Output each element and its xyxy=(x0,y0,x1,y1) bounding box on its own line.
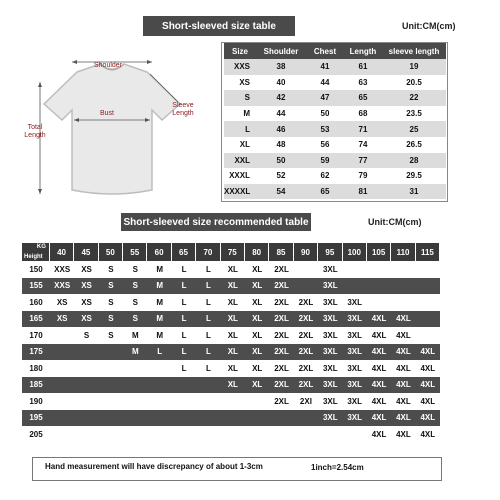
size-table-title-text: Short-sleeved size table xyxy=(162,20,276,32)
size-recommendation-cell xyxy=(294,426,318,443)
size-recommendation-cell xyxy=(148,360,172,377)
size-recommendation-cell: 4XL xyxy=(371,429,387,439)
size-recommendation-cell: L xyxy=(181,314,187,324)
size-recommendation-cell: 3XL xyxy=(322,281,338,291)
size-recommendation-cell: XL xyxy=(227,330,238,340)
height-cell: 205 xyxy=(29,429,43,439)
size-recommendation-cell: M xyxy=(156,330,164,340)
size-recommendation-cell: L xyxy=(205,314,211,324)
weight-header-cell: 105 xyxy=(367,243,391,261)
size-table xyxy=(224,43,446,199)
weight-header-cell: 100 xyxy=(343,243,367,261)
size-recommendation-cell xyxy=(74,360,98,377)
size-recommendation-cell: L xyxy=(181,330,187,340)
size-table-header-cell: Chest xyxy=(306,43,344,59)
size-recommendation-cell: 3XL xyxy=(322,314,338,324)
size-recommendation-cell: 2XL xyxy=(298,330,314,340)
weight-header-cell: 110 xyxy=(391,243,415,261)
size-recommendation-cell: XL xyxy=(252,264,263,274)
height-cell: 195 xyxy=(29,413,43,423)
size-recommendation-cell: 4XL xyxy=(396,330,411,340)
size-cell: XS xyxy=(224,75,256,91)
size-recommendation-cell: 2XL xyxy=(274,314,289,324)
weight-header-cell: 70 xyxy=(196,243,220,261)
inch-conversion: 1inch=2.54cm xyxy=(311,463,364,472)
size-recommendation-cell xyxy=(367,278,391,295)
size-recommendation-cell: M xyxy=(156,281,164,291)
size-recommendation-cell xyxy=(196,393,220,410)
size-recommendation-cell xyxy=(50,410,74,427)
size-recommendation-cell: 4XL xyxy=(371,314,387,324)
size-recommendation-cell: 4XL xyxy=(371,413,387,423)
size-recommendation-cell: 4XL xyxy=(371,380,387,390)
size-recommendation-cell: 4XL xyxy=(371,330,387,340)
size-recommendation-cell xyxy=(172,410,196,427)
size-recommendation-cell xyxy=(269,426,293,443)
size-recommendation-cell: L xyxy=(181,347,187,357)
size-recommendation-cell: 3XL xyxy=(322,380,338,390)
measure-cell: 19 xyxy=(382,59,446,75)
size-recommendation-cell xyxy=(148,426,172,443)
size-recommendation-cell xyxy=(391,261,415,278)
size-recommendation-cell: 2XL xyxy=(274,281,289,291)
height-cell: 190 xyxy=(29,396,43,406)
size-recommendation-cell xyxy=(245,426,269,443)
size-recommendation-cell: S xyxy=(83,330,90,340)
size-table-header-cell: sleeve length xyxy=(382,43,446,59)
size-recommendation-cell: M xyxy=(156,314,164,324)
size-recommendation-cell: 3XL xyxy=(347,347,363,357)
size-recommendation-cell: 4XL xyxy=(420,413,436,423)
size-recommendation-cell: S xyxy=(132,264,138,274)
recommended-table-header xyxy=(22,243,440,261)
size-recommendation-cell: S xyxy=(132,281,138,291)
measure-cell: 62 xyxy=(306,168,344,184)
measure-cell: 44 xyxy=(306,75,344,91)
recommended-table-title-text: Short-sleeved size recommended table xyxy=(123,216,309,228)
measure-cell: 42 xyxy=(256,90,306,106)
size-recommendation-cell: XL xyxy=(252,297,263,307)
weight-header-cell: 55 xyxy=(123,243,147,261)
measure-cell: 50 xyxy=(306,106,344,122)
total-length-label: Total Length xyxy=(24,124,46,139)
table-row xyxy=(22,311,440,328)
size-recommendation-cell: S xyxy=(132,314,138,324)
table-row xyxy=(224,75,446,91)
size-cell: XXXL xyxy=(224,168,256,184)
size-table-body xyxy=(224,43,446,199)
table-row xyxy=(22,261,440,278)
measure-cell: 65 xyxy=(306,184,344,200)
size-recommendation-cell xyxy=(416,294,440,311)
size-recommendation-cell: XL xyxy=(252,281,263,291)
size-recommendation-cell xyxy=(245,393,269,410)
table-row xyxy=(22,360,440,377)
size-recommendation-cell xyxy=(99,377,123,394)
size-recommendation-cell xyxy=(391,278,415,295)
measure-cell: 22 xyxy=(382,90,446,106)
size-recommendation-cell xyxy=(50,360,74,377)
size-recommendation-cell: XL xyxy=(227,297,238,307)
size-recommendation-cell: 3XL xyxy=(322,264,338,274)
size-recommendation-cell: L xyxy=(205,297,211,307)
size-recommendation-cell: XS xyxy=(81,314,92,324)
size-cell: M xyxy=(224,106,256,122)
size-recommendation-cell xyxy=(318,426,342,443)
size-recommendation-cell: 4XL xyxy=(371,396,387,406)
measure-cell: 79 xyxy=(344,168,382,184)
size-recommendation-cell: XL xyxy=(227,380,238,390)
height-cell: 175 xyxy=(29,347,43,357)
measure-cell: 63 xyxy=(344,75,382,91)
size-cell: L xyxy=(224,121,256,137)
size-table-unit: Unit:CM(cm) xyxy=(402,21,456,31)
size-recommendation-cell xyxy=(172,426,196,443)
size-recommendation-cell: XS xyxy=(81,281,92,291)
size-recommendation-cell: M xyxy=(156,297,164,307)
size-recommendation-cell: XS xyxy=(81,297,92,307)
measure-cell: 71 xyxy=(344,121,382,137)
weight-header-cell: 40 xyxy=(50,243,74,261)
size-recommendation-cell: 3XL xyxy=(347,297,363,307)
size-recommendation-cell xyxy=(343,261,367,278)
weight-header-cell: 50 xyxy=(99,243,123,261)
measure-cell: 46 xyxy=(256,121,306,137)
weight-header-cell: 80 xyxy=(245,243,269,261)
size-recommendation-cell: XS xyxy=(81,264,92,274)
size-recommendation-cell: L xyxy=(205,347,211,357)
size-recommendation-cell: 2XL xyxy=(274,396,289,406)
discrepancy-note: Hand measurement will have discrepancy of about 1-3cm xyxy=(45,462,263,471)
size-recommendation-cell: XL xyxy=(227,347,238,357)
size-recommendation-cell: XL xyxy=(227,281,238,291)
measure-cell: 74 xyxy=(344,137,382,153)
size-recommendation-cell xyxy=(221,393,245,410)
size-recommendation-cell: 3XL xyxy=(322,347,338,357)
size-recommendation-cell: 2XL xyxy=(298,380,314,390)
size-recommendation-cell xyxy=(123,426,147,443)
size-cell: XXS xyxy=(224,59,256,75)
size-recommendation-cell xyxy=(343,426,367,443)
size-recommendation-cell xyxy=(196,377,220,394)
size-recommendation-cell: 3XL xyxy=(347,363,363,373)
size-recommendation-cell: 4XL xyxy=(396,396,411,406)
size-recommendation-cell xyxy=(74,344,98,361)
size-recommendation-cell: 4XL xyxy=(396,363,411,373)
size-recommendation-cell: 2XL xyxy=(298,297,314,307)
tshirt-icon xyxy=(22,52,207,200)
size-recommendation-cell xyxy=(148,377,172,394)
height-cell: 160 xyxy=(29,297,43,307)
measure-cell: 53 xyxy=(306,121,344,137)
size-recommendation-cell: 4XL xyxy=(371,363,387,373)
weight-header-cell: 75 xyxy=(221,243,245,261)
measure-cell: 26.5 xyxy=(382,137,446,153)
size-recommendation-cell: 4XL xyxy=(396,347,411,357)
table-row xyxy=(22,426,440,443)
size-recommendation-cell xyxy=(294,278,318,295)
size-recommendation-cell: 2XL xyxy=(298,363,314,373)
size-recommendation-cell: S xyxy=(108,281,114,291)
size-table-header-cell: Length xyxy=(344,43,382,59)
size-recommendation-cell xyxy=(99,344,123,361)
size-recommendation-cell: XL xyxy=(227,264,238,274)
size-recommendation-cell xyxy=(416,278,440,295)
weight-header-cell: 85 xyxy=(269,243,293,261)
table-row xyxy=(224,121,446,137)
measure-cell: 47 xyxy=(306,90,344,106)
table-row xyxy=(22,377,440,394)
size-recommendation-cell: 2XL xyxy=(298,347,314,357)
height-cell: 155 xyxy=(29,281,43,291)
size-recommendation-cell xyxy=(99,410,123,427)
size-cell: XL xyxy=(224,137,256,153)
size-recommendation-cell: 2XL xyxy=(274,330,289,340)
size-recommendation-cell xyxy=(50,344,74,361)
size-recommendation-cell xyxy=(196,426,220,443)
size-recommendation-cell xyxy=(172,393,196,410)
size-recommendation-cell: 3XL xyxy=(347,413,363,423)
size-recommendation-cell xyxy=(416,327,440,344)
size-cell: XXL xyxy=(224,153,256,169)
size-recommendation-cell: L xyxy=(205,330,211,340)
size-recommendation-cell: 3XL xyxy=(347,396,363,406)
kg-height-corner xyxy=(22,243,50,261)
size-table-header xyxy=(224,43,446,59)
size-recommendation-cell: 3XL xyxy=(322,396,338,406)
bust-label: Bust xyxy=(100,110,115,117)
size-recommendation-cell: L xyxy=(205,264,211,274)
size-recommendation-cell xyxy=(123,360,147,377)
size-recommendation-cell: XL xyxy=(252,347,263,357)
recommended-table xyxy=(22,243,440,443)
size-recommendation-cell: L xyxy=(157,347,163,357)
measure-cell: 54 xyxy=(256,184,306,200)
measure-cell: 20.5 xyxy=(382,75,446,91)
size-recommendation-cell: XL xyxy=(252,363,263,373)
weight-header-cell: 65 xyxy=(172,243,196,261)
size-recommendation-cell: 4XL xyxy=(420,363,436,373)
size-recommendation-cell: L xyxy=(181,281,187,291)
size-recommendation-cell: 4XL xyxy=(396,413,411,423)
table-row xyxy=(22,278,440,295)
size-recommendation-cell: XL xyxy=(227,314,238,324)
size-recommendation-cell xyxy=(148,410,172,427)
size-recommendation-cell: 4XL xyxy=(396,314,411,324)
table-row xyxy=(224,137,446,153)
size-recommendation-cell xyxy=(294,410,318,427)
weight-header-cell: 90 xyxy=(294,243,318,261)
size-recommendation-cell xyxy=(74,377,98,394)
size-cell: S xyxy=(224,90,256,106)
size-recommendation-cell: 3XL xyxy=(347,314,363,324)
size-recommendation-cell: 4XL xyxy=(396,429,411,439)
weight-header-cell: 45 xyxy=(74,243,98,261)
size-recommendation-cell: 2XL xyxy=(274,347,289,357)
size-recommendation-cell xyxy=(416,261,440,278)
recommended-table-title xyxy=(121,213,311,231)
measure-cell: 77 xyxy=(344,153,382,169)
table-row xyxy=(224,59,446,75)
size-recommendation-cell xyxy=(172,377,196,394)
size-recommendation-cell: 2XI xyxy=(299,396,312,406)
measurement-note xyxy=(32,457,442,481)
height-cell: 185 xyxy=(29,380,43,390)
measure-cell: 31 xyxy=(382,184,446,200)
size-recommendation-cell xyxy=(196,410,220,427)
measure-cell: 81 xyxy=(344,184,382,200)
size-recommendation-cell: 3XL xyxy=(322,297,338,307)
table-row xyxy=(22,344,440,361)
table-row xyxy=(22,294,440,311)
measure-cell: 52 xyxy=(256,168,306,184)
size-recommendation-cell: 2XL xyxy=(274,363,289,373)
measure-cell: 29.5 xyxy=(382,168,446,184)
size-recommendation-cell: 4XL xyxy=(420,429,436,439)
size-recommendation-cell: L xyxy=(181,297,187,307)
size-recommendation-cell xyxy=(391,294,415,311)
size-recommendation-cell xyxy=(221,426,245,443)
height-cell: 165 xyxy=(29,314,43,324)
measure-cell: 65 xyxy=(344,90,382,106)
size-recommendation-cell: S xyxy=(108,264,114,274)
size-recommendation-cell: S xyxy=(132,297,138,307)
size-recommendation-cell: L xyxy=(181,363,187,373)
weight-header-cell: 60 xyxy=(147,243,171,261)
size-recommendation-cell: 4XL xyxy=(420,396,436,406)
height-cell: 170 xyxy=(29,330,43,340)
size-recommendation-cell xyxy=(123,393,147,410)
table-row xyxy=(224,184,446,200)
size-recommendation-cell: L xyxy=(205,363,211,373)
size-recommendation-cell xyxy=(123,410,147,427)
size-recommendation-cell: 3XL xyxy=(322,330,338,340)
size-recommendation-cell: 4XL xyxy=(371,347,387,357)
table-row xyxy=(22,327,440,344)
size-recommendation-cell: XL xyxy=(252,380,263,390)
size-recommendation-cell xyxy=(50,377,74,394)
size-table-header-cell: Shoulder xyxy=(256,43,306,59)
size-recommendation-cell: S xyxy=(108,297,114,307)
shoulder-label: Shoulder xyxy=(94,62,123,69)
size-recommendation-cell xyxy=(74,410,98,427)
table-row xyxy=(22,410,440,427)
size-recommendation-cell xyxy=(294,261,318,278)
height-cell: 180 xyxy=(29,363,43,373)
size-recommendation-cell: L xyxy=(181,264,187,274)
measure-cell: 40 xyxy=(256,75,306,91)
size-recommendation-cell: 2XL xyxy=(274,264,289,274)
size-recommendation-cell xyxy=(50,426,74,443)
table-row xyxy=(224,168,446,184)
size-recommendation-cell: XXS xyxy=(54,264,71,274)
size-recommendation-cell: S xyxy=(108,314,114,324)
size-recommendation-cell: 3XL xyxy=(322,413,338,423)
sleeve-length-label: Sleeve Length xyxy=(172,102,194,117)
measure-cell: 38 xyxy=(256,59,306,75)
size-recommendation-cell: 4XL xyxy=(396,380,411,390)
size-recommendation-cell xyxy=(416,311,440,328)
measure-cell: 59 xyxy=(306,153,344,169)
table-row xyxy=(224,106,446,122)
weight-header-cell: 95 xyxy=(318,243,342,261)
measure-cell: 56 xyxy=(306,137,344,153)
size-recommendation-cell xyxy=(221,410,245,427)
measure-cell: 44 xyxy=(256,106,306,122)
measure-cell: 25 xyxy=(382,121,446,137)
measure-cell: 23.5 xyxy=(382,106,446,122)
measure-cell: 68 xyxy=(344,106,382,122)
size-recommendation-cell xyxy=(367,294,391,311)
size-recommendation-cell xyxy=(123,377,147,394)
size-recommendation-cell: XS xyxy=(56,297,68,307)
size-recommendation-cell xyxy=(148,393,172,410)
size-table-header-cell: Size xyxy=(224,43,256,59)
size-recommendation-cell: XL xyxy=(227,363,238,373)
size-recommendation-cell xyxy=(245,410,269,427)
size-recommendation-cell: 3XL xyxy=(347,330,363,340)
size-recommendation-cell: XXS xyxy=(54,281,71,291)
size-recommendation-cell xyxy=(74,426,98,443)
measure-cell: 41 xyxy=(306,59,344,75)
table-row xyxy=(224,153,446,169)
size-recommendation-cell xyxy=(99,426,123,443)
size-recommendation-cell: 2XL xyxy=(298,314,314,324)
size-recommendation-cell xyxy=(50,393,74,410)
size-recommendation-cell: 3XL xyxy=(347,380,363,390)
height-cell: 150 xyxy=(29,264,43,274)
kg-label: KG xyxy=(36,244,46,250)
size-recommendation-cell xyxy=(74,393,98,410)
measure-cell: 48 xyxy=(256,137,306,153)
size-recommendation-cell xyxy=(269,410,293,427)
table-row xyxy=(224,90,446,106)
size-table-title xyxy=(143,16,295,36)
size-recommendation-cell xyxy=(343,278,367,295)
size-recommendation-cell: 4XL xyxy=(420,347,436,357)
height-label: Height xyxy=(24,254,43,260)
size-recommendation-cell xyxy=(367,261,391,278)
size-recommendation-cell xyxy=(50,327,74,344)
size-recommendation-cell: 2XL xyxy=(274,297,289,307)
size-recommendation-cell: L xyxy=(205,281,211,291)
measure-cell: 61 xyxy=(344,59,382,75)
size-recommendation-cell: 2XL xyxy=(274,380,289,390)
measure-cell: 50 xyxy=(256,153,306,169)
size-recommendation-cell: XL xyxy=(252,314,263,324)
size-cell: XXXXL xyxy=(224,184,256,200)
size-recommendation-cell: 4XL xyxy=(420,380,436,390)
size-recommendation-cell: M xyxy=(131,347,139,357)
size-recommendation-cell: XS xyxy=(56,314,68,324)
size-recommendation-cell: M xyxy=(156,264,164,274)
weight-header-cell: 115 xyxy=(416,243,440,261)
size-recommendation-cell: M xyxy=(131,330,139,340)
tshirt-diagram xyxy=(22,52,207,200)
measure-cell: 28 xyxy=(382,153,446,169)
size-recommendation-cell xyxy=(99,360,123,377)
size-recommendation-cell: 3XL xyxy=(322,363,338,373)
size-recommendation-cell: XL xyxy=(252,330,263,340)
size-recommendation-cell: S xyxy=(108,330,114,340)
size-recommendation-cell xyxy=(99,393,123,410)
table-row xyxy=(22,393,440,410)
recommended-table-unit: Unit:CM(cm) xyxy=(368,217,422,227)
